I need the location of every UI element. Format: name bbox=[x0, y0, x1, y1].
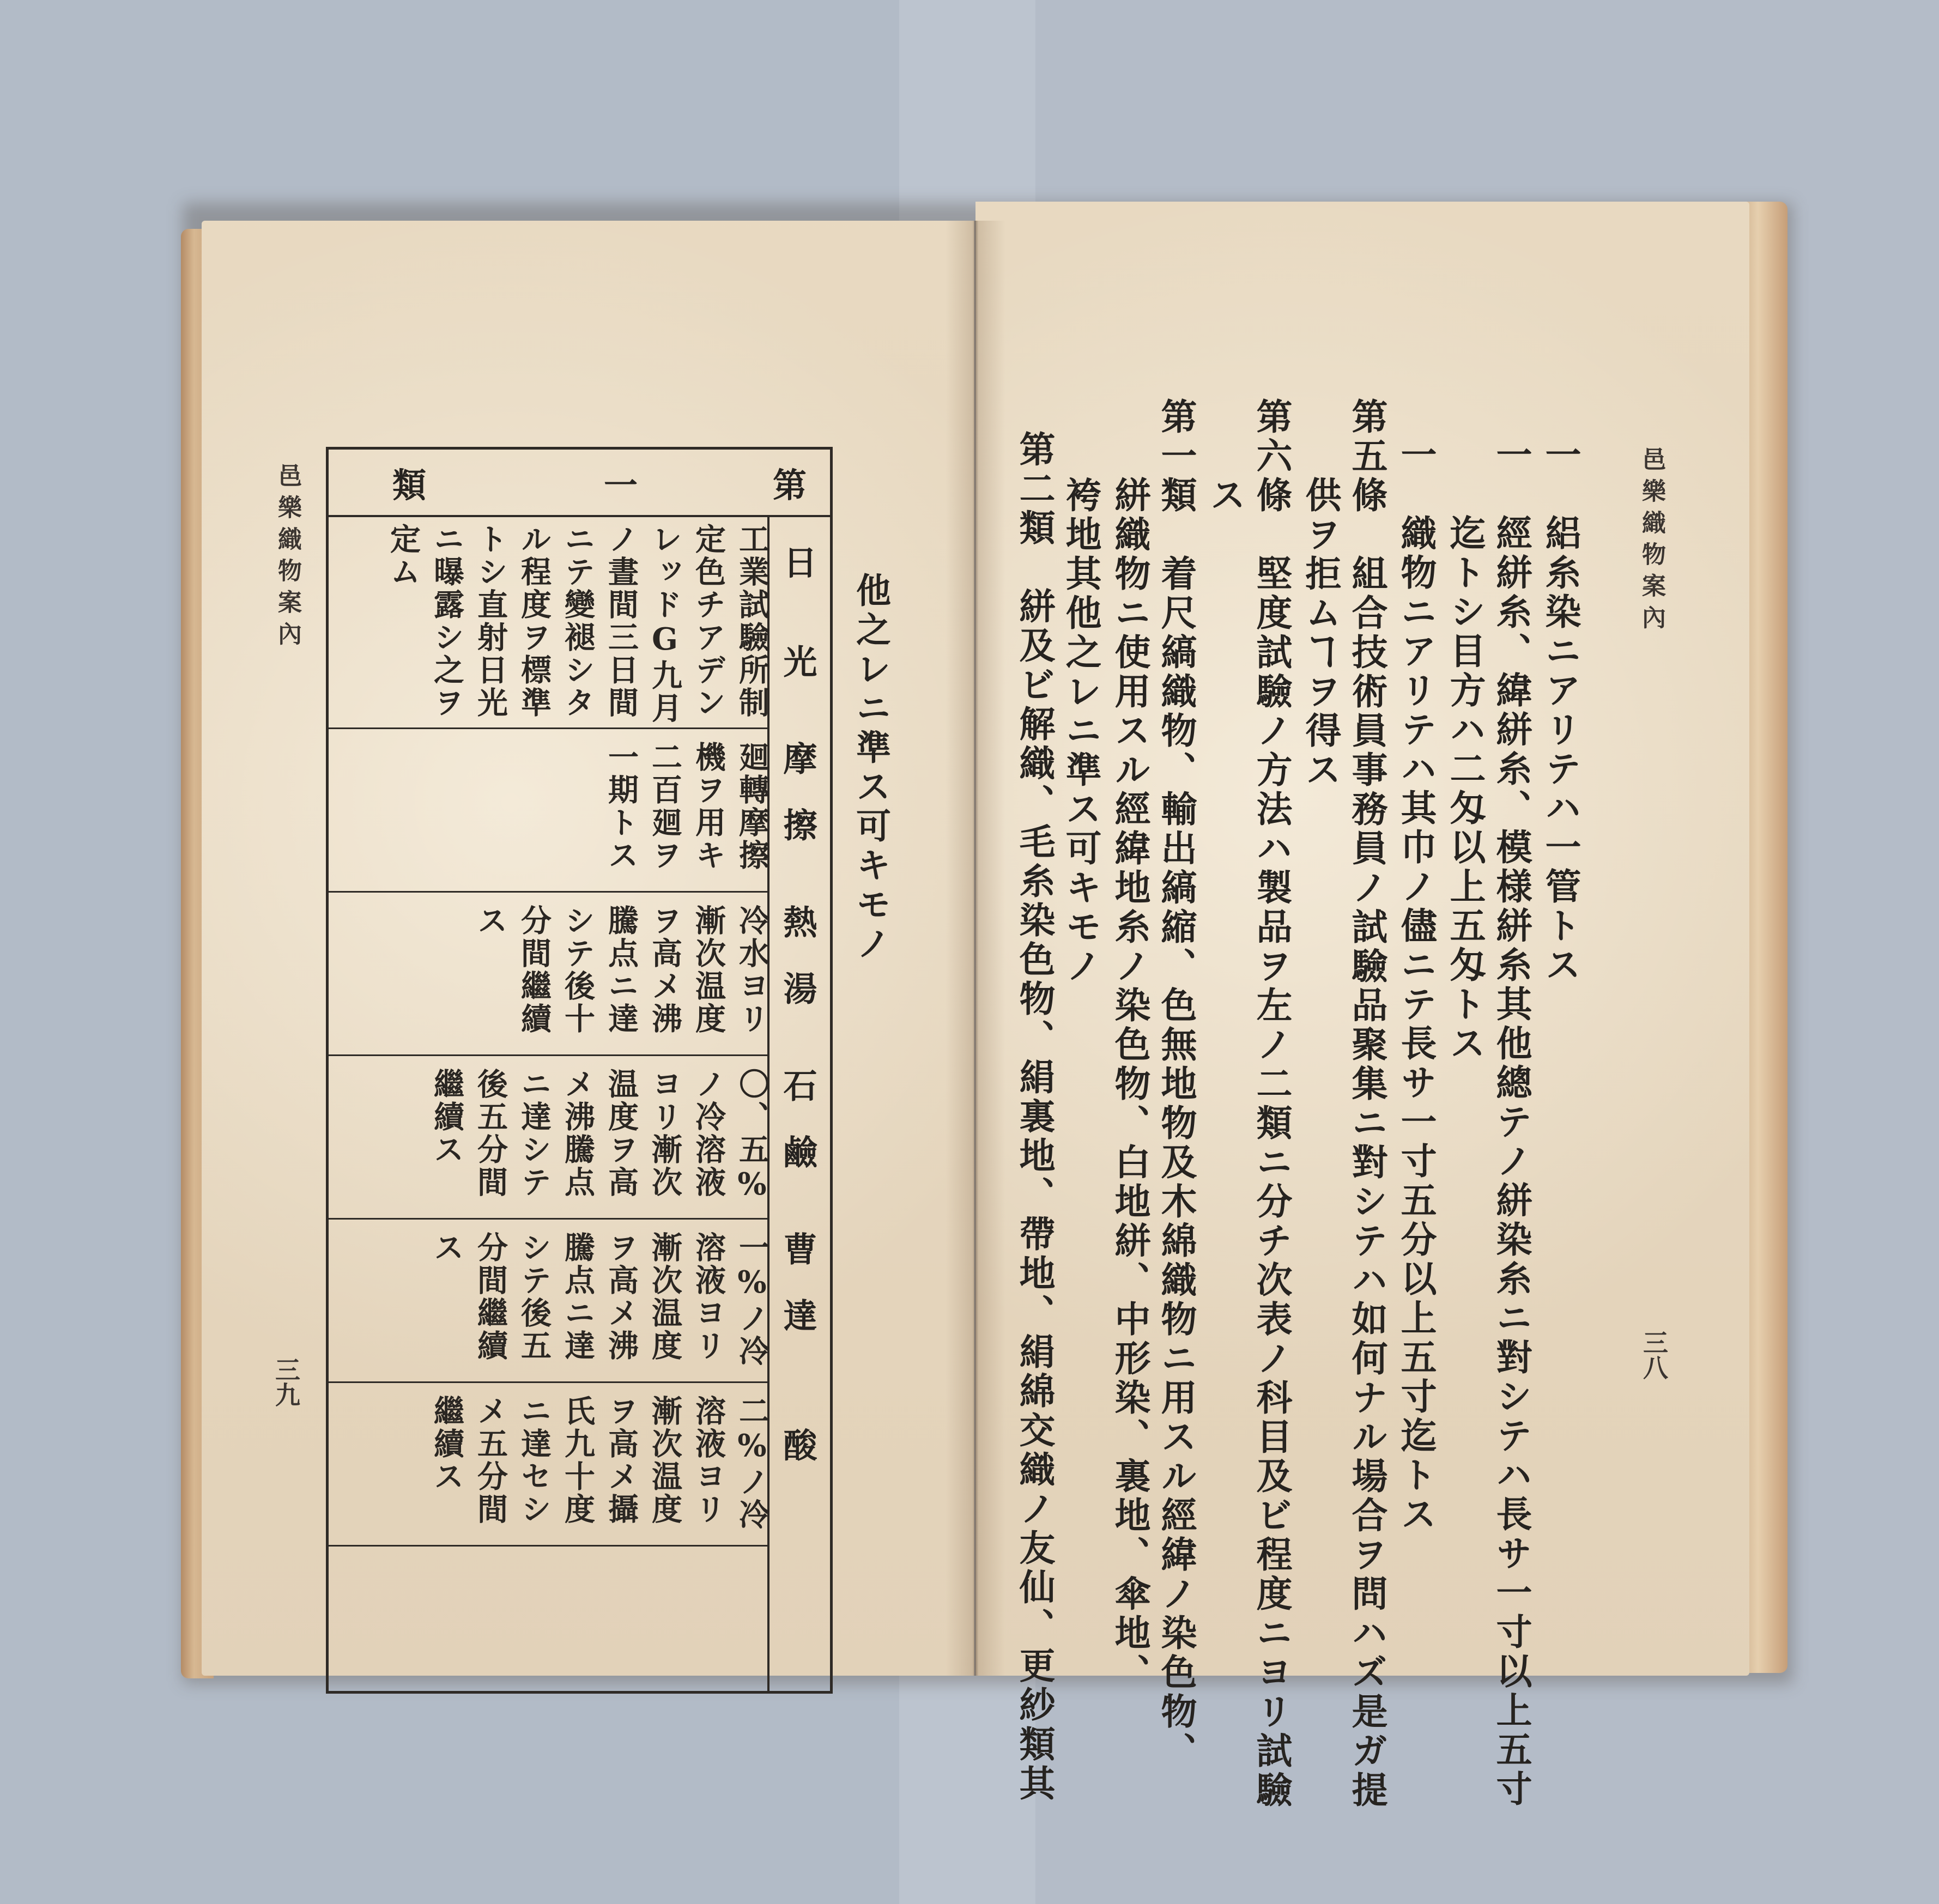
left-page-note-line: 他之レニ準ス可キモノ bbox=[850, 572, 891, 965]
table-heading-soap: 石鹼 bbox=[778, 1068, 817, 1201]
body-line-7: 第六條 堅度試驗ノ方法ハ製品ヲ左ノ二類ニ分チ次表ノ科目及ビ程度ニヨリ試驗 bbox=[1250, 398, 1293, 1810]
table-cell-soda: 一%ノ冷溶液ヨリ漸次温度ヲ高メ沸騰点ニ達シテ後五分間繼續ス bbox=[429, 1232, 770, 1368]
body-line-11: 袴地其他之レニ準ス可キモノ bbox=[1059, 398, 1102, 986]
table-category-char-2: 一 bbox=[603, 465, 638, 505]
body-line-6: 供ヲ拒ムヿヲ得ス bbox=[1299, 398, 1342, 790]
right-page-header: 邑樂織物案內 bbox=[1638, 447, 1665, 636]
table-category-char-1: 第 bbox=[772, 465, 807, 505]
left-page-number: 三九 bbox=[271, 1357, 301, 1407]
body-line-8: ス bbox=[1204, 398, 1246, 516]
body-line-10: 絣織物ニ使用スル經緯地糸ノ染色物、白地絣、中形染、裏地、傘地、 bbox=[1108, 398, 1151, 1693]
body-line-2: 一 經絣糸、緯絣糸、模様絣糸其他總テノ絣染糸ニ對シテハ長サ一寸以上五寸 bbox=[1490, 436, 1532, 1809]
right-page-number: 三八 bbox=[1639, 1330, 1669, 1380]
table-heading-hot-water: 熱湯 bbox=[778, 905, 817, 1038]
table-heading-friction: 摩擦 bbox=[778, 741, 817, 874]
table-cell-hot-water: 冷水ヨリ漸次温度ヲ高メ沸騰点ニ達シテ後十分間繼續ス bbox=[472, 905, 770, 1035]
book-gutter bbox=[946, 221, 1005, 1676]
table-divider-heading bbox=[329, 515, 833, 517]
body-line-1: 一 絽糸染ニアリテハ一管トス bbox=[1539, 436, 1582, 985]
table-heading-soda: 曹達 bbox=[778, 1232, 817, 1365]
table-heading-acid: 酸 bbox=[778, 1428, 817, 1462]
table-cell-light: 工業試驗所制定色チアデンレッドG九月ノ晝間三日間ニテ變褪シタル程度ヲ標準トシ直射日光ニ曝露シ之ヲ定ム bbox=[385, 523, 770, 725]
table-cell-friction: 廻轉摩擦機ヲ用キ二百廻ヲ一期トス bbox=[603, 741, 770, 872]
body-line-3: 迄トシ目方ハ二匁以上五匁トス bbox=[1444, 436, 1486, 1064]
body-line-9: 第一類 着尺縞織物、輸出縞縮、色無地物及木綿織物ニ用スル經緯ノ染色物、 bbox=[1155, 398, 1197, 1771]
body-line-4: 一 織物ニアリテハ其巾ノ儘ニテ長サ一寸五分以上五寸迄トス bbox=[1395, 436, 1437, 1535]
table-cell-acid: 二%ノ冷溶液ヨリ漸次温度ヲ高メ攝氏九十度ニ達セシメ五分間繼續ス bbox=[429, 1395, 770, 1531]
table-cell-soap: 〇、五%ノ冷溶液ヨリ漸次温度ヲ高メ沸騰点ニ達シテ後五分間繼續ス bbox=[429, 1068, 770, 1204]
body-line-12: 第二類 絣及ビ解織、毛糸染色物、絹裏地、帶地、絹綿交織ノ友仙、更紗類其 bbox=[1013, 430, 1056, 1804]
table-category-title bbox=[332, 458, 828, 507]
table-category-char-3: 類 bbox=[392, 465, 427, 505]
body-line-5: 第五條 組合技術員事務員ノ試驗品聚集ニ對シテハ如何ナル場合ヲ問ハズ是ガ提 bbox=[1346, 398, 1388, 1810]
left-page-header: 邑樂織物案內 bbox=[274, 463, 301, 653]
table-heading-light: 日光 bbox=[778, 545, 817, 743]
